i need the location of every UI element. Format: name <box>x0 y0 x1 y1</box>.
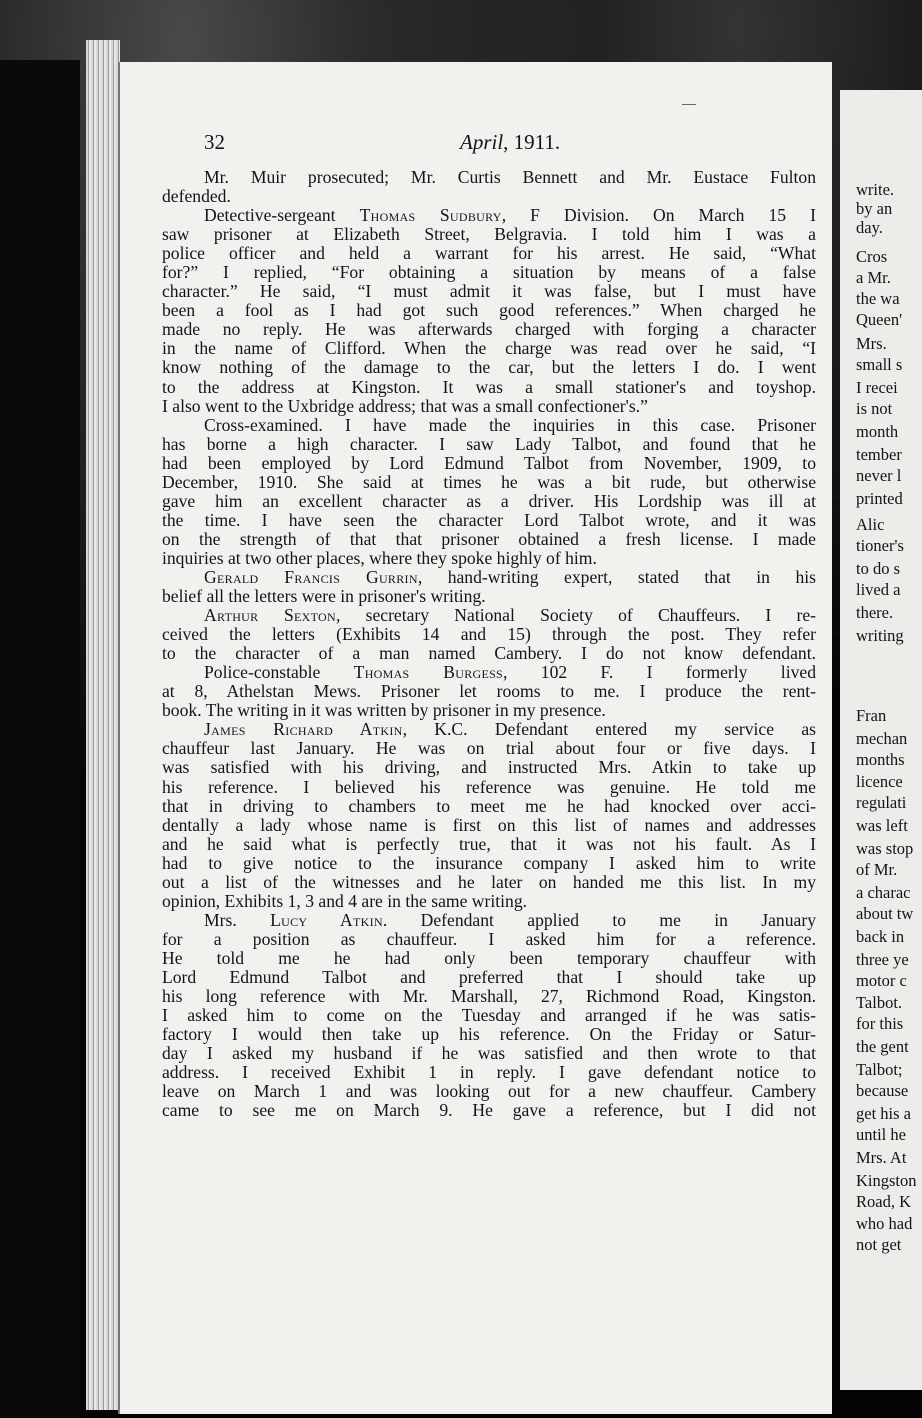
running-head <box>460 130 560 155</box>
text-line-rest: . Defendant applied to me in January <box>382 909 816 930</box>
text-line-lead: in the name of Clifford. When the charge was read over he said, “I <box>162 338 816 359</box>
facing-page-fragment: Road, K <box>856 1191 911 1211</box>
text-line-lead: police officer and held a warrant for his arrest. He said, “What <box>162 243 816 264</box>
text-line-lead: gave him an excellent character as a driver. His Lordship was ill at <box>162 490 816 511</box>
facing-page-fragment: back in <box>856 926 905 946</box>
text-line <box>162 1025 816 1044</box>
text-line-lead: had been employed by Lord Edmund Talbot from November, 1909, to <box>162 452 816 473</box>
text-line <box>162 892 816 911</box>
facing-page-fragment: Mrs. At <box>856 1147 907 1167</box>
facing-page-fragment: licence <box>856 772 903 792</box>
text-line <box>162 397 816 416</box>
facing-page-fragment: three ye <box>856 949 909 969</box>
facing-page-fragment: Queen' <box>856 309 903 329</box>
text-line <box>162 206 816 225</box>
facing-page-fragment: get his a <box>856 1103 911 1123</box>
text-line <box>162 1063 816 1082</box>
scan-left-margin <box>0 60 80 1418</box>
text-line-lead: been a fool as I had got such good references.” When charged he <box>162 300 816 321</box>
text-line-lead: December, 1910. She said at times he was a bit rude, but otherwise <box>162 471 816 492</box>
text-line <box>162 320 816 339</box>
text-line-lead: Mr. Muir prosecuted; Mr. Curtis Bennett and Mr. Eustace Fulton <box>204 167 816 187</box>
witness-name: James Richard Atkin <box>204 719 403 740</box>
facing-page-fragment: Talbot; <box>856 1060 903 1080</box>
text-line <box>162 263 816 282</box>
text-line-lead: and he said what is perfectly true, that it was not his fault. As I <box>162 833 816 854</box>
text-line <box>162 930 816 949</box>
text-line <box>162 797 816 816</box>
text-line-lead: for?” I replied, “For obtaining a situation by means of a false <box>162 262 816 283</box>
facing-page-fragment: tioner's <box>856 536 904 556</box>
facing-page-fragment: there. <box>856 602 894 622</box>
witness-name: Thomas Sudbury <box>359 205 502 226</box>
text-line-lead: out a list of the witnesses and he later on handed me this list. In my <box>162 871 816 892</box>
text-line <box>162 835 816 854</box>
text-line <box>162 549 816 568</box>
text-line-lead: to the address at Kingston. It was a small stationer's and toyshop. <box>162 376 816 397</box>
text-line <box>162 568 816 587</box>
text-line-lead: the time. I have seen the character Lord Talbot wrote, and it was <box>162 509 816 530</box>
text-line <box>162 1006 816 1025</box>
text-line <box>162 816 816 835</box>
facing-page-fragment: the wa <box>856 288 900 308</box>
text-line-lead: know nothing of the damage to the car, but the letters I do. I went <box>162 357 816 378</box>
text-line <box>162 168 816 187</box>
text-line-lead: book. The writing in it was written by prisoner in my presence. <box>162 700 606 721</box>
text-line <box>162 949 816 968</box>
running-head-month: April <box>460 130 504 154</box>
facing-page-fragment: mechan <box>856 728 908 748</box>
text-line-lead: has borne a high character. I saw Lady Talbot, and found that he <box>162 433 816 454</box>
text-line <box>162 778 816 797</box>
facing-page-fragment: Kingston <box>856 1170 917 1190</box>
witness-name: Gerald Francis Gurrin <box>204 566 418 587</box>
facing-page-fragment: by an <box>856 199 893 219</box>
text-line-lead: factory I would then take up his reference. On the Friday or Satur- <box>162 1024 816 1045</box>
witness-name: Thomas Burgess <box>353 662 504 683</box>
text-line-rest: , K.C. Defendant entered my service as <box>402 719 816 740</box>
facing-page-fragment: Mrs. <box>856 334 887 354</box>
facing-page-fragment: tember <box>856 444 902 464</box>
text-line <box>162 473 816 492</box>
text-line-rest: , hand-writing expert, stated that in his <box>417 566 816 587</box>
witness-name: Arthur Sexton <box>204 605 336 626</box>
text-line <box>162 416 816 435</box>
text-line <box>162 968 816 987</box>
facing-page-fragment: is not <box>856 399 893 419</box>
ink-mark <box>682 104 696 105</box>
text-line <box>162 358 816 377</box>
facing-page-fragment: never l <box>856 465 902 485</box>
facing-page-fragment: Talbot. <box>856 993 903 1013</box>
facing-page-fragment: months <box>856 749 905 769</box>
text-line-lead: came to see me on March 9. He gave a reference, but I did not <box>162 1100 816 1121</box>
page-number: 32 <box>204 130 225 154</box>
text-line <box>162 682 816 701</box>
text-line-lead: He told me he had only been temporary chauffeur with <box>162 947 816 968</box>
facing-page-fragment: writing <box>856 625 904 645</box>
text-line-lead: defended. <box>162 186 231 207</box>
text-line <box>162 301 816 320</box>
text-line-lead: Mrs. <box>204 909 271 930</box>
text-line-lead: on the strength of that that prisoner obtained a fresh license. I made <box>162 528 816 549</box>
text-line-lead: leave on March 1 and was looking out for a new chauffeur. Cambery <box>162 1081 816 1102</box>
facing-page-fragment: of Mr. <box>856 860 898 880</box>
text-line <box>162 606 816 625</box>
facing-page-fragment: write. <box>856 180 895 199</box>
facing-page-fragment: I recei <box>856 378 898 398</box>
facing-page-fragment: who had <box>856 1214 913 1234</box>
text-line-lead: belief all the letters were in prisoner's writing. <box>162 586 486 607</box>
text-line-lead: Lord Edmund Talbot and preferred that I should take up <box>162 966 816 987</box>
text-line <box>162 1044 816 1063</box>
text-line <box>162 587 816 606</box>
text-line <box>162 663 816 682</box>
facing-page-fragment: about tw <box>856 903 914 923</box>
text-line-lead: opinion, Exhibits 1, 3 and 4 are in the same writing. <box>162 890 528 911</box>
running-head-year: , 1911. <box>503 130 561 154</box>
text-line-lead: ceived the letters (Exhibits 14 and 15) through the post. They refer <box>162 624 816 645</box>
text-line <box>162 758 816 777</box>
text-line <box>162 1082 816 1101</box>
text-line <box>162 282 816 301</box>
text-line-lead: Detective-sergeant <box>204 205 360 226</box>
text-line <box>162 701 816 720</box>
text-line <box>162 854 816 873</box>
facing-page-fragment: day. <box>856 218 883 238</box>
facing-page-fragment: lived a <box>856 580 901 600</box>
facing-page-fragment: until he <box>856 1124 906 1144</box>
facing-page-fragment: because <box>856 1081 909 1101</box>
facing-page-fragment: not get <box>856 1235 902 1255</box>
facing-page-fragment: for this <box>856 1014 904 1034</box>
text-line <box>162 492 816 511</box>
text-line-lead: Police-constable <box>204 662 354 683</box>
facing-page-fragment: month <box>856 421 899 441</box>
facing-page-fragment: motor c <box>856 970 907 990</box>
text-line <box>162 454 816 473</box>
text-line-lead: dentally a lady whose name is first on this list of names and addresses <box>162 814 816 835</box>
body-text <box>162 168 816 1120</box>
text-line-lead: was satisfied with his driving, and instructed Mrs. Atkin to take up <box>162 757 816 778</box>
facing-page-fragment: to do s <box>856 559 901 579</box>
facing-page-fragment: was stop <box>856 839 914 859</box>
text-line <box>162 435 816 454</box>
text-line-lead: I asked him to come on the Tuesday and arranged if he was satis- <box>162 1005 816 1026</box>
text-line <box>162 644 816 663</box>
text-line-lead: his reference. I believed his reference was genuine. He told me <box>162 776 816 797</box>
text-line-lead: day I asked my husband if he was satisfied and then wrote to that <box>162 1043 816 1064</box>
book-page-edges <box>86 40 120 1410</box>
text-line <box>162 1101 816 1120</box>
text-line <box>162 187 816 206</box>
text-line-lead: inquiries at two other places, where they spoke highly of him. <box>162 547 597 568</box>
facing-page-text <box>856 180 922 1260</box>
text-line <box>162 739 816 758</box>
facing-page-fragment: regulati <box>856 793 907 813</box>
text-line-rest: , 102 F. I formerly lived <box>503 662 816 683</box>
text-line-rest: , F Division. On March 15 I <box>501 205 816 226</box>
text-line-lead: for a position as chauffeur. I asked him for a reference. <box>162 928 816 949</box>
text-line-lead: to the character of a man named Cambery. I do not know defendant. <box>162 643 816 664</box>
text-line-lead: Cross-examined. I have made the inquiries in this case. Prisoner <box>204 414 816 435</box>
text-line-lead: at 8, Athelstan Mews. Prisoner let rooms to me. I produce the rent- <box>162 681 816 702</box>
text-line-lead: address. I received Exhibit 1 in reply. I gave defendant notice to <box>162 1062 816 1083</box>
text-line-lead: chauffeur last January. He was on trial about four or five days. I <box>162 738 816 759</box>
text-line <box>162 873 816 892</box>
facing-page-fragment: a Mr. <box>856 267 891 287</box>
text-line-lead: his long reference with Mr. Marshall, 27, Richmond Road, Kingston. <box>162 986 816 1007</box>
text-line <box>162 625 816 644</box>
text-line <box>162 911 816 930</box>
text-line <box>162 530 816 549</box>
text-line-lead: made no reply. He was afterwards charged with forging a character <box>162 319 816 340</box>
facing-page-fragment: a charac <box>856 882 911 902</box>
facing-page-fragment: the gent <box>856 1037 909 1057</box>
text-line-lead: I also went to the Uxbridge address; that was a small confectioner's.” <box>162 395 648 416</box>
text-line <box>162 244 816 263</box>
text-line-lead: that in driving to chambers to meet me he had knocked over acci- <box>162 795 816 816</box>
text-line-lead: saw prisoner at Elizabeth Street, Belgravia. I told him I was a <box>162 224 816 245</box>
facing-page-fragment: small s <box>856 355 903 375</box>
facing-page-fragment: Alic <box>856 515 885 535</box>
witness-name: Lucy Atkin <box>270 909 383 930</box>
facing-page-fragment: was left <box>856 816 908 836</box>
facing-page-fragment: printed <box>856 488 903 508</box>
text-line <box>162 720 816 739</box>
text-line-lead: character.” He said, “I must admit it was false, but I must have <box>162 281 816 302</box>
text-line <box>162 987 816 1006</box>
facing-page-fragment: Cros <box>856 246 888 266</box>
facing-page-fragment: Fran <box>856 705 887 725</box>
text-line <box>162 225 816 244</box>
text-line-rest: , secretary National Society of Chauffeurs. I re- <box>336 605 816 626</box>
text-line-lead: had to give notice to the insurance company I asked him to write <box>162 852 816 873</box>
text-line <box>162 378 816 397</box>
text-line <box>162 339 816 358</box>
text-line <box>162 511 816 530</box>
